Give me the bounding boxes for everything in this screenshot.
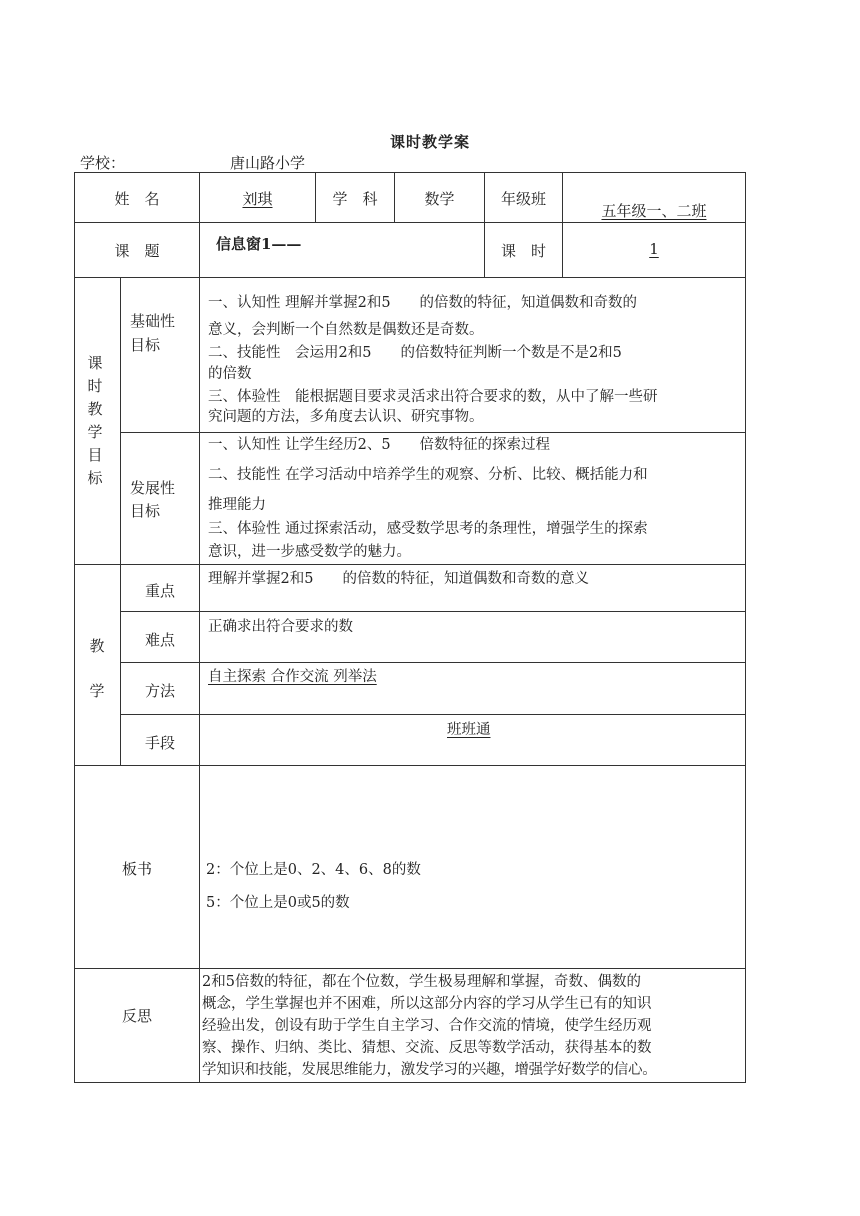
basic-goal-label-1: 基础性 (130, 312, 176, 330)
key-point-label: 重点 (144, 582, 175, 600)
basic-goal-line: 究问题的方法，多角度去认识、研究事物。 (208, 409, 484, 425)
difficult-point-label: 难点 (144, 631, 175, 649)
means-label: 手段 (144, 734, 175, 752)
board-line-1: 2：个位上是0、2、4、6、8的数 (206, 862, 421, 878)
teaching-section-label-1: 教 (89, 637, 105, 655)
subject-value: 数学 (424, 190, 455, 208)
dev-goal-line: 三、体验性 通过探索活动，感受数学思考的条理性，增强学生的探索 (208, 521, 648, 537)
goals-section-label: 课 时 教 学 目 标 (87, 354, 103, 487)
reflection-line: 概念，学生掌握也并不困难，所以这部分内容的学习从学生已有的知识 (202, 996, 652, 1012)
reflection-line: 学知识和技能，发展思维能力，激发学习的兴趣，增强学好数学的信心。 (202, 1062, 657, 1078)
dev-goal-line: 一、认知性 让学生经历2、5 倍数特征的探索过程 (208, 437, 551, 453)
reflection-line: 经验出发，创设有助于学生自主学习、合作交流的情境，使学生经历观 (202, 1018, 652, 1034)
school-line (80, 152, 306, 173)
class-label: 年级班 (500, 190, 546, 208)
basic-goal-line: 二、技能性 会运用2和5 的倍数特征判断一个数是不是2和5 (208, 345, 622, 361)
board-label: 板书 (121, 860, 152, 878)
basic-goal-line: 的倍数 (208, 366, 252, 382)
basic-goal-line: 意义，会判断一个自然数是偶数还是奇数。 (208, 322, 484, 338)
dev-goal-line: 推理能力 (208, 497, 266, 513)
reflection-line: 察、操作、归纳、类比、猜想、交流、反思等数学活动，获得基本的数 (202, 1040, 652, 1056)
method-label: 方法 (144, 682, 175, 700)
basic-goal-line: 三、体验性 能根据题目要求灵活求出符合要求的数，从中了解一些研 (208, 389, 658, 405)
topic-value: 信息窗1—— (216, 235, 302, 253)
period-value: 1 (649, 240, 659, 258)
class-value: 五年级一、二班 (601, 202, 707, 220)
dev-goal-label-1: 发展性 (130, 479, 176, 497)
subject-label: 学 科 (332, 190, 378, 208)
reflection-content (202, 971, 744, 1081)
teaching-section-label-2: 学 (89, 682, 105, 700)
method-value: 自主探索 合作交流 列举法 (208, 669, 377, 685)
document-title: 课时教学案 (389, 133, 470, 151)
cell-basic-label (120, 277, 200, 433)
basic-goal-label-2: 目标 (130, 336, 161, 354)
school-value: 唐山路小学 (230, 154, 306, 172)
school-label: 学校： (80, 154, 126, 172)
cell-dev-label (120, 432, 200, 565)
period-label: 课 时 (500, 242, 546, 260)
board-line-2: 5：个位上是0或5的数 (206, 895, 350, 911)
basic-goal-content (208, 286, 738, 427)
reflection-line: 2和5倍数的特征，都在个位数，学生极易理解和掌握，奇数、偶数的 (202, 974, 641, 990)
cell-teaching-section (74, 564, 121, 766)
teacher-name: 刘琪 (242, 190, 273, 208)
dev-goal-line: 二、技能性 在学习活动中培养学生的观察、分析、比较、概括能力和 (208, 467, 648, 483)
reflection-label: 反思 (121, 1007, 152, 1025)
topic-label: 课 题 (114, 242, 160, 260)
name-label: 姓 名 (114, 190, 160, 208)
difficult-point-value: 正确求出符合要求的数 (208, 619, 353, 635)
key-point-value: 理解并掌握2和5 的倍数的特征，知道偶数和奇数的意义 (208, 571, 589, 587)
dev-goal-label-2: 目标 (130, 502, 161, 520)
dev-goal-line: 意识，进一步感受数学的魅力。 (208, 544, 411, 560)
means-value: 班班通 (447, 722, 491, 738)
dev-goal-content (208, 434, 738, 562)
basic-goal-line: 一、认知性 理解并掌握2和5 的倍数的特征，知道偶数和奇数的 (208, 295, 638, 311)
